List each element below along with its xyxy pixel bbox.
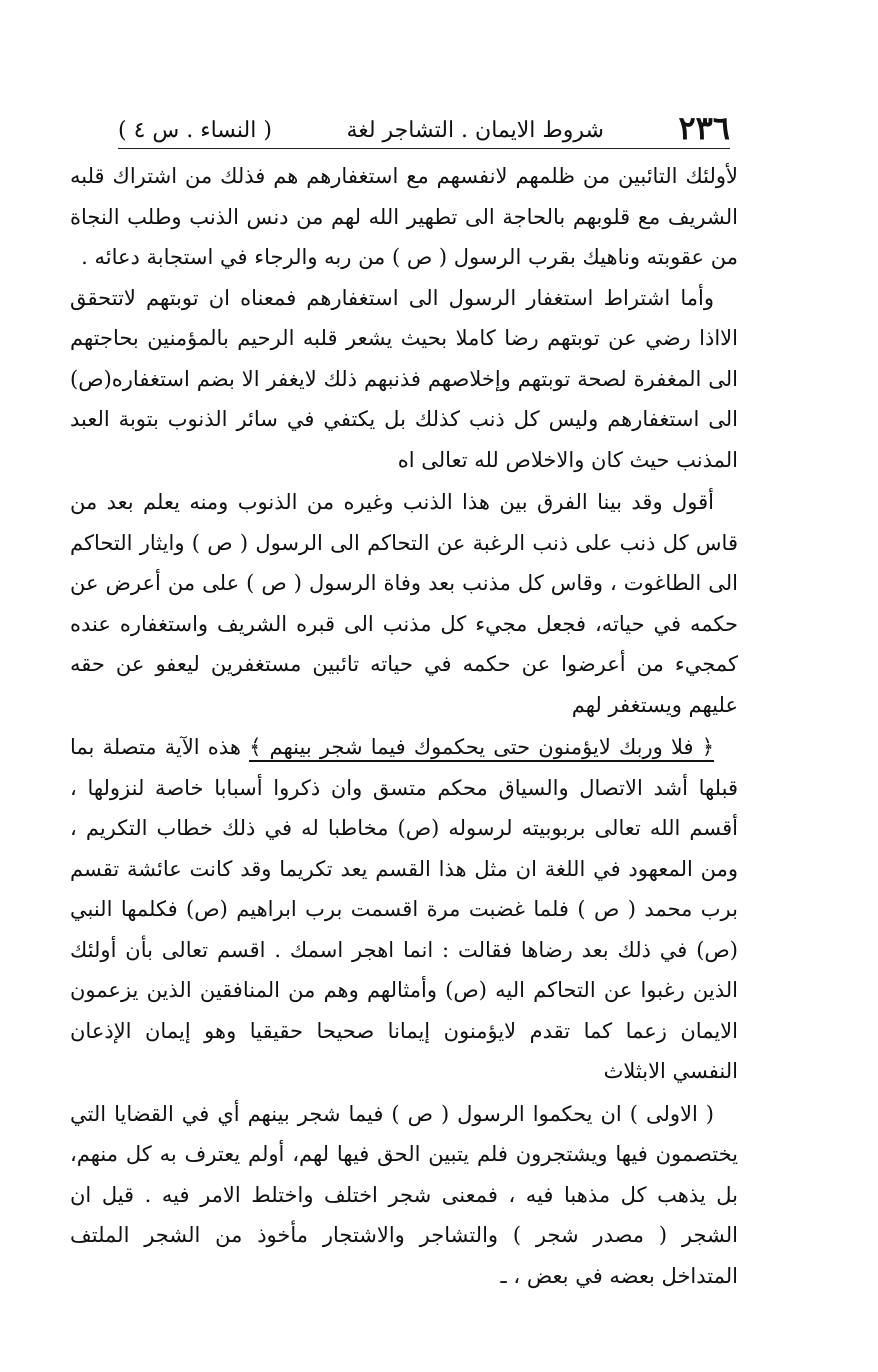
quranic-verse: ﴿ فلا وربك لايؤمنون حتى يحكموك فيما شجر بينهم ﴾ <box>249 735 714 759</box>
paragraph: أقول وقد بينا الفرق بين هذا الذنب وغيره من الذنوب ومنه يعلم بعد من قاس كل ذنب على ذنب الرغبة عن التحاكم الى الرسول ( ص ) وايثار التحاكم الى الطاغوت ، وقاس كل مذنب بعد وفاة الرسول ( ص ) على من أعرض عن حكمه في حياته، فجعل مجيء كل مذنب الى قبره الشريف واستغفاره عنده كمجيء من أعرضوا عن حكمه في حياته تائبين مستغفرين ليعفو عن حقه عليهم ويستغفر لهم <box>70 490 738 717</box>
header-rule <box>118 148 730 149</box>
paragraph: ( الاولى ) ان يحكموا الرسول ( ص ) فيما شجر بينهم أي في القضايا التي يختصمون فيها ويشتجرون فلم يتبين الحق فيها لهم، أولم يعترف به كل منهم، بل يذهب كل مذهبا فيه ، فمعنى شجر اختلف واختلط الامر فيه . قيل ان الشجر ( مصدر شجر ) والتشاجر والاشتجار مأخوذ من الشجر الملتف المتداخل بعضه في بعض ، ـ <box>70 1101 738 1288</box>
page-header <box>118 98 730 148</box>
verse-commentary: هذه الآية متصلة بما قبلها أشد الاتصال والسياق محكم متسق وان ذكروا أسبابا خاصة لنزولها ، أقسم الله تعالى بربوبيته لرسوله (ص) مخاطبا له في ذلك خطاب التكريم ، ومن المعهود في اللغة ان مثل هذا القسم يعد تكريما وقد كانت عائشة تقسم برب محمد ( ص ) فلما غضبت مرة اقسمت برب ابراهيم (ص) فكلمها النبي (ص) في ذلك بعد رضاها فقالت : انما اهجر اسمك . اقسم تعالى بأن أولئك الذين رغبوا عن التحاكم اليه (ص) وأمثالهم وهم من المنافقين الذين يزعمون الايمان زعما كما تقدم لايؤمنون إيمانا صحيحا حقيقيا وهو إيمان الإذعان النفسي الابثلاث <box>70 735 738 1083</box>
paragraph: لأولئك التائبين من ظلمهم لانفسهم مع استغفارهم هم فذلك من اشتراك قلبه الشريف مع قلوبهم بالحاجة الى تطهير الله لهم من دنس الذنب وطلب النجاة من عقوبته وناهيك بقرب الرسول ( ص ) من ربه والرجاء في استجابة دعائه . <box>70 164 738 269</box>
running-title: شروط الايمان . التشاجر لغة <box>346 118 604 143</box>
body-text <box>70 156 738 1296</box>
paragraph: وأما اشتراط استغفار الرسول الى استغفارهم فمعناه ان توبتهم لاتتحقق الااذا رضي عن توبتهم رضا كاملا بحيث يشعر قلبه الرحيم بالمؤمنين بحاجتهم الى المغفرة لصحة توبتهم وإخلاصهم فذنبهم ذلك لايغفر الا بضم استغفاره(ص) الى استغفارهم وليس كل ذنب كذلك بل يكتفي في سائر الذنوب بتوبة العبد المذنب حيث كان والاخلاص لله تعالى اه <box>70 285 738 472</box>
page-number: ٢٣٦ <box>678 109 730 147</box>
surah-reference: ( النساء . س ٤ ) <box>118 118 272 143</box>
verse-paragraph <box>70 727 738 1092</box>
